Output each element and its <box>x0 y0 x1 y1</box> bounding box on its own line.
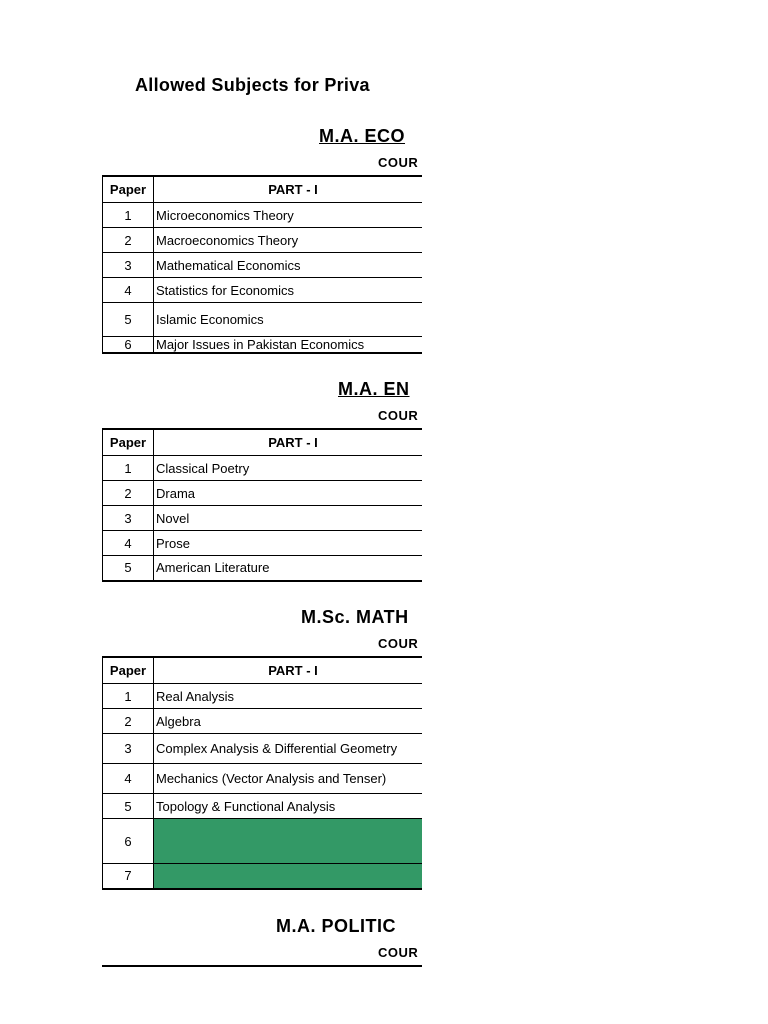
courses-table-mathematics <box>102 656 422 890</box>
paper-number: 7 <box>103 864 154 889</box>
section-title-political-science: M.A. POLITIC <box>276 916 396 936</box>
table-row <box>103 864 423 889</box>
table-header-row <box>103 429 423 456</box>
paper-number: 1 <box>103 456 154 481</box>
subject-name: Prose <box>154 531 423 556</box>
paper-column-header: Paper <box>103 657 154 684</box>
subject-name: Complex Analysis & Differential Geometry <box>154 734 423 764</box>
table-row <box>103 764 423 794</box>
document-title: Allowed Subjects for Priva <box>135 75 370 95</box>
subject-name: Novel <box>154 506 423 531</box>
subject-name: Microeconomics Theory <box>154 203 423 228</box>
table-row <box>103 278 423 303</box>
table-header-row <box>103 657 423 684</box>
table-header-row <box>103 176 423 203</box>
table-row <box>103 794 423 819</box>
paper-column-header: Paper <box>103 176 154 203</box>
table-row <box>103 456 423 481</box>
subject-name: Major Issues in Pakistan Economics <box>154 337 423 353</box>
table-row <box>103 556 423 581</box>
section-title-english: M.A. EN <box>338 379 410 399</box>
paper-number: 2 <box>103 481 154 506</box>
section-title-economics: M.A. ECO <box>319 126 406 146</box>
paper-number: 3 <box>103 734 154 764</box>
part-column-header: PART - I <box>154 429 423 456</box>
table-row <box>103 481 423 506</box>
paper-number: 1 <box>103 203 154 228</box>
courses-table-economics <box>102 175 422 354</box>
paper-number: 6 <box>103 819 154 864</box>
subject-name: Real Analysis <box>154 684 423 709</box>
section-subtitle-economics: COUR <box>378 155 419 170</box>
paper-number: 1 <box>103 684 154 709</box>
subject-name: American Literature <box>154 556 423 581</box>
subject-name: Mechanics (Vector Analysis and Tenser) <box>154 764 423 794</box>
subject-name: Islamic Economics <box>154 303 423 337</box>
subject-name: Algebra <box>154 709 423 734</box>
part-column-header: PART - I <box>154 657 423 684</box>
paper-number: 6 <box>103 337 154 353</box>
table-row <box>103 734 423 764</box>
table-row <box>103 337 423 353</box>
subject-name: Mathematical Economics <box>154 253 423 278</box>
section-title-mathematics: M.Sc. MATH <box>301 607 409 627</box>
paper-number: 3 <box>103 506 154 531</box>
paper-column-header: Paper <box>103 429 154 456</box>
part-column-header: PART - I <box>154 176 423 203</box>
paper-number: 5 <box>103 303 154 337</box>
paper-number: 4 <box>103 278 154 303</box>
section-subtitle-mathematics: COUR <box>378 636 419 651</box>
courses-table-english <box>102 428 422 582</box>
table-top-border <box>102 965 422 967</box>
section-subtitle-political-science: COUR <box>378 945 419 960</box>
table-row <box>103 253 423 278</box>
table-row <box>103 531 423 556</box>
table-row <box>103 819 423 864</box>
paper-number: 2 <box>103 228 154 253</box>
table-row <box>103 684 423 709</box>
paper-number: 2 <box>103 709 154 734</box>
paper-number: 3 <box>103 253 154 278</box>
subject-name: Macroeconomics Theory <box>154 228 423 253</box>
section-subtitle-english: COUR <box>378 408 419 423</box>
subject-name: Statistics for Economics <box>154 278 423 303</box>
table-row <box>103 709 423 734</box>
subject-name: Classical Poetry <box>154 456 423 481</box>
table-row <box>103 506 423 531</box>
paper-number: 5 <box>103 794 154 819</box>
paper-number: 5 <box>103 556 154 581</box>
highlighted-empty-cell <box>154 864 423 889</box>
highlighted-empty-cell <box>154 819 423 864</box>
subject-name: Topology & Functional Analysis <box>154 794 423 819</box>
table-row <box>103 203 423 228</box>
table-row <box>103 228 423 253</box>
subject-name: Drama <box>154 481 423 506</box>
paper-number: 4 <box>103 764 154 794</box>
paper-number: 4 <box>103 531 154 556</box>
table-row <box>103 303 423 337</box>
